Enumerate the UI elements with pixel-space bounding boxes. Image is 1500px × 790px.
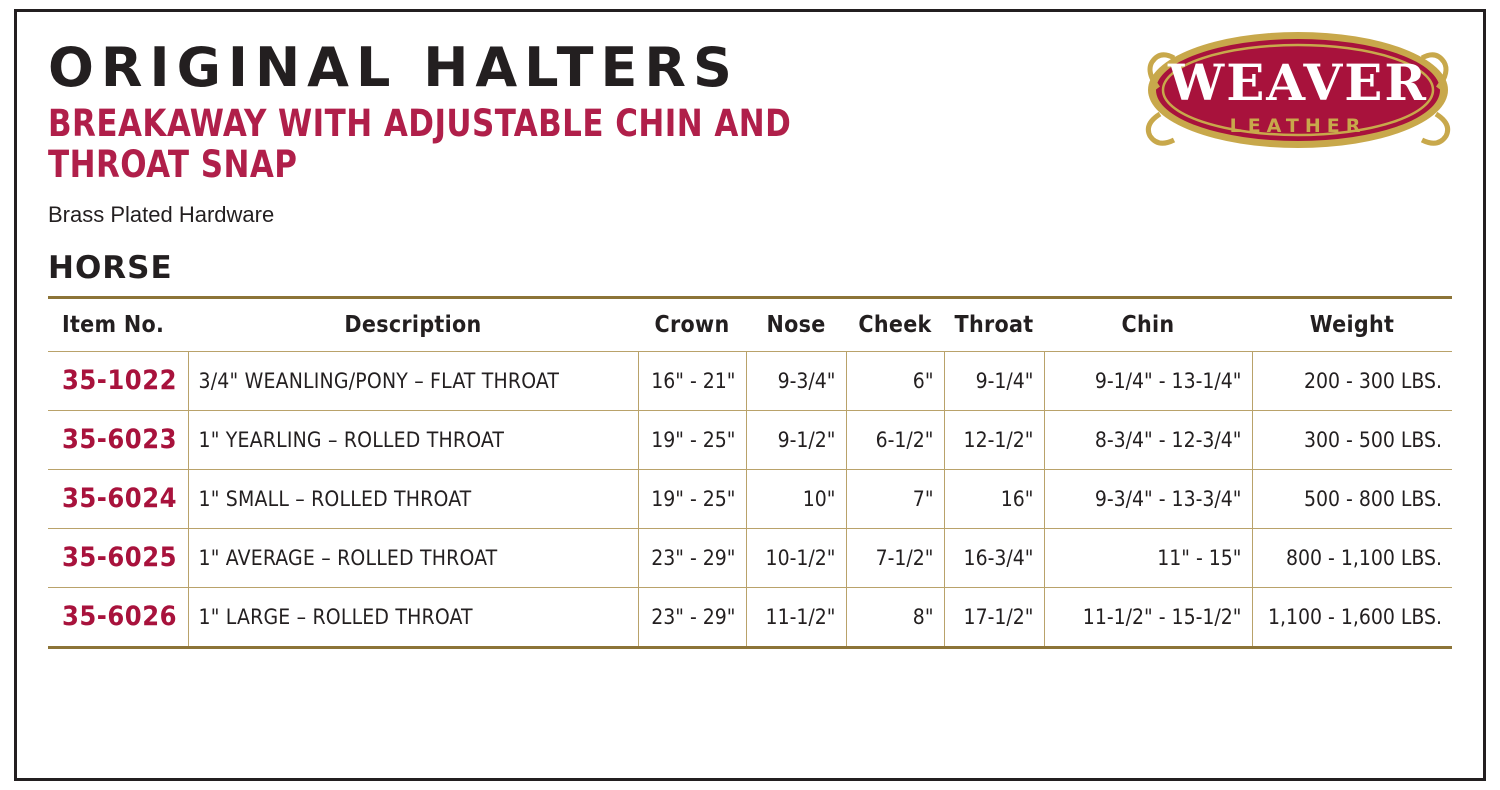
cell-nose: 9-1/2" <box>746 410 846 469</box>
cell-description: 1" SMALL – ROLLED THROAT <box>188 469 638 528</box>
cell-weight: 500 - 800 LBS. <box>1252 469 1452 528</box>
column-header-nose: Nose <box>746 297 846 351</box>
cell-cheek: 7-1/2" <box>846 528 944 587</box>
cell-cheek: 6" <box>846 351 944 410</box>
header-block <box>48 36 1452 286</box>
cell-nose: 10" <box>746 469 846 528</box>
logo-svg <box>1138 22 1458 172</box>
cell-weight: 800 - 1,100 LBS. <box>1252 528 1452 587</box>
cell-throat: 12-1/2" <box>944 410 1044 469</box>
logo-sub-brand-text: LEATHER <box>1229 115 1367 137</box>
cell-item-no: 35-6025 <box>48 528 188 587</box>
column-header-chin: Chin <box>1044 297 1252 351</box>
cell-crown: 23" - 29" <box>638 587 746 647</box>
table-row <box>48 351 1452 410</box>
cell-cheek: 7" <box>846 469 944 528</box>
cell-cheek: 8" <box>846 587 944 647</box>
column-header-description: Description <box>188 297 638 351</box>
cell-item-no: 35-6023 <box>48 410 188 469</box>
table-header <box>48 297 1452 351</box>
cell-nose: 10-1/2" <box>746 528 846 587</box>
cell-description: 3/4" WEANLING/PONY – FLAT THROAT <box>188 351 638 410</box>
cell-chin: 8-3/4" - 12-3/4" <box>1044 410 1252 469</box>
logo-brand-text: WEAVER <box>1168 53 1428 112</box>
page-title: ORIGINAL HALTERS <box>48 36 739 99</box>
table-row <box>48 587 1452 647</box>
cell-throat: 9-1/4" <box>944 351 1044 410</box>
column-header-weight: Weight <box>1252 297 1452 351</box>
cell-weight: 300 - 500 LBS. <box>1252 410 1452 469</box>
cell-crown: 16" - 21" <box>638 351 746 410</box>
sizing-table <box>48 296 1452 649</box>
cell-chin: 9-1/4" - 13-1/4" <box>1044 351 1252 410</box>
cell-chin: 11-1/2" - 15-1/2" <box>1044 587 1252 647</box>
table-body <box>48 351 1452 647</box>
cell-nose: 9-3/4" <box>746 351 846 410</box>
cell-throat: 16-3/4" <box>944 528 1044 587</box>
cell-description: 1" LARGE – ROLLED THROAT <box>188 587 638 647</box>
cell-nose: 11-1/2" <box>746 587 846 647</box>
column-header-cheek: Cheek <box>846 297 944 351</box>
table-row <box>48 410 1452 469</box>
cell-weight: 200 - 300 LBS. <box>1252 351 1452 410</box>
table-row <box>48 528 1452 587</box>
cell-chin: 11" - 15" <box>1044 528 1252 587</box>
hardware-note: Brass Plated Hardware <box>48 201 275 227</box>
page-subtitle: BREAKAWAY WITH ADJUSTABLE CHIN AND THROAT SNAP <box>48 101 792 187</box>
table-row <box>48 469 1452 528</box>
content-area <box>48 36 1452 649</box>
cell-description: 1" YEARLING – ROLLED THROAT <box>188 410 638 469</box>
cell-item-no: 35-6024 <box>48 469 188 528</box>
cell-chin: 9-3/4" - 13-3/4" <box>1044 469 1252 528</box>
cell-weight: 1,100 - 1,600 LBS. <box>1252 587 1452 647</box>
section-label: HORSE <box>48 249 173 286</box>
column-header-item-no: Item No. <box>48 297 188 351</box>
cell-cheek: 6-1/2" <box>846 410 944 469</box>
cell-crown: 19" - 25" <box>638 410 746 469</box>
cell-crown: 19" - 25" <box>638 469 746 528</box>
cell-description: 1" AVERAGE – ROLLED THROAT <box>188 528 638 587</box>
cell-crown: 23" - 29" <box>638 528 746 587</box>
table-header-row <box>48 297 1452 351</box>
weaver-leather-logo <box>1138 22 1458 172</box>
cell-throat: 17-1/2" <box>944 587 1044 647</box>
cell-throat: 16" <box>944 469 1044 528</box>
cell-item-no: 35-6026 <box>48 587 188 647</box>
cell-item-no: 35-1022 <box>48 351 188 410</box>
column-header-crown: Crown <box>638 297 746 351</box>
column-header-throat: Throat <box>944 297 1044 351</box>
